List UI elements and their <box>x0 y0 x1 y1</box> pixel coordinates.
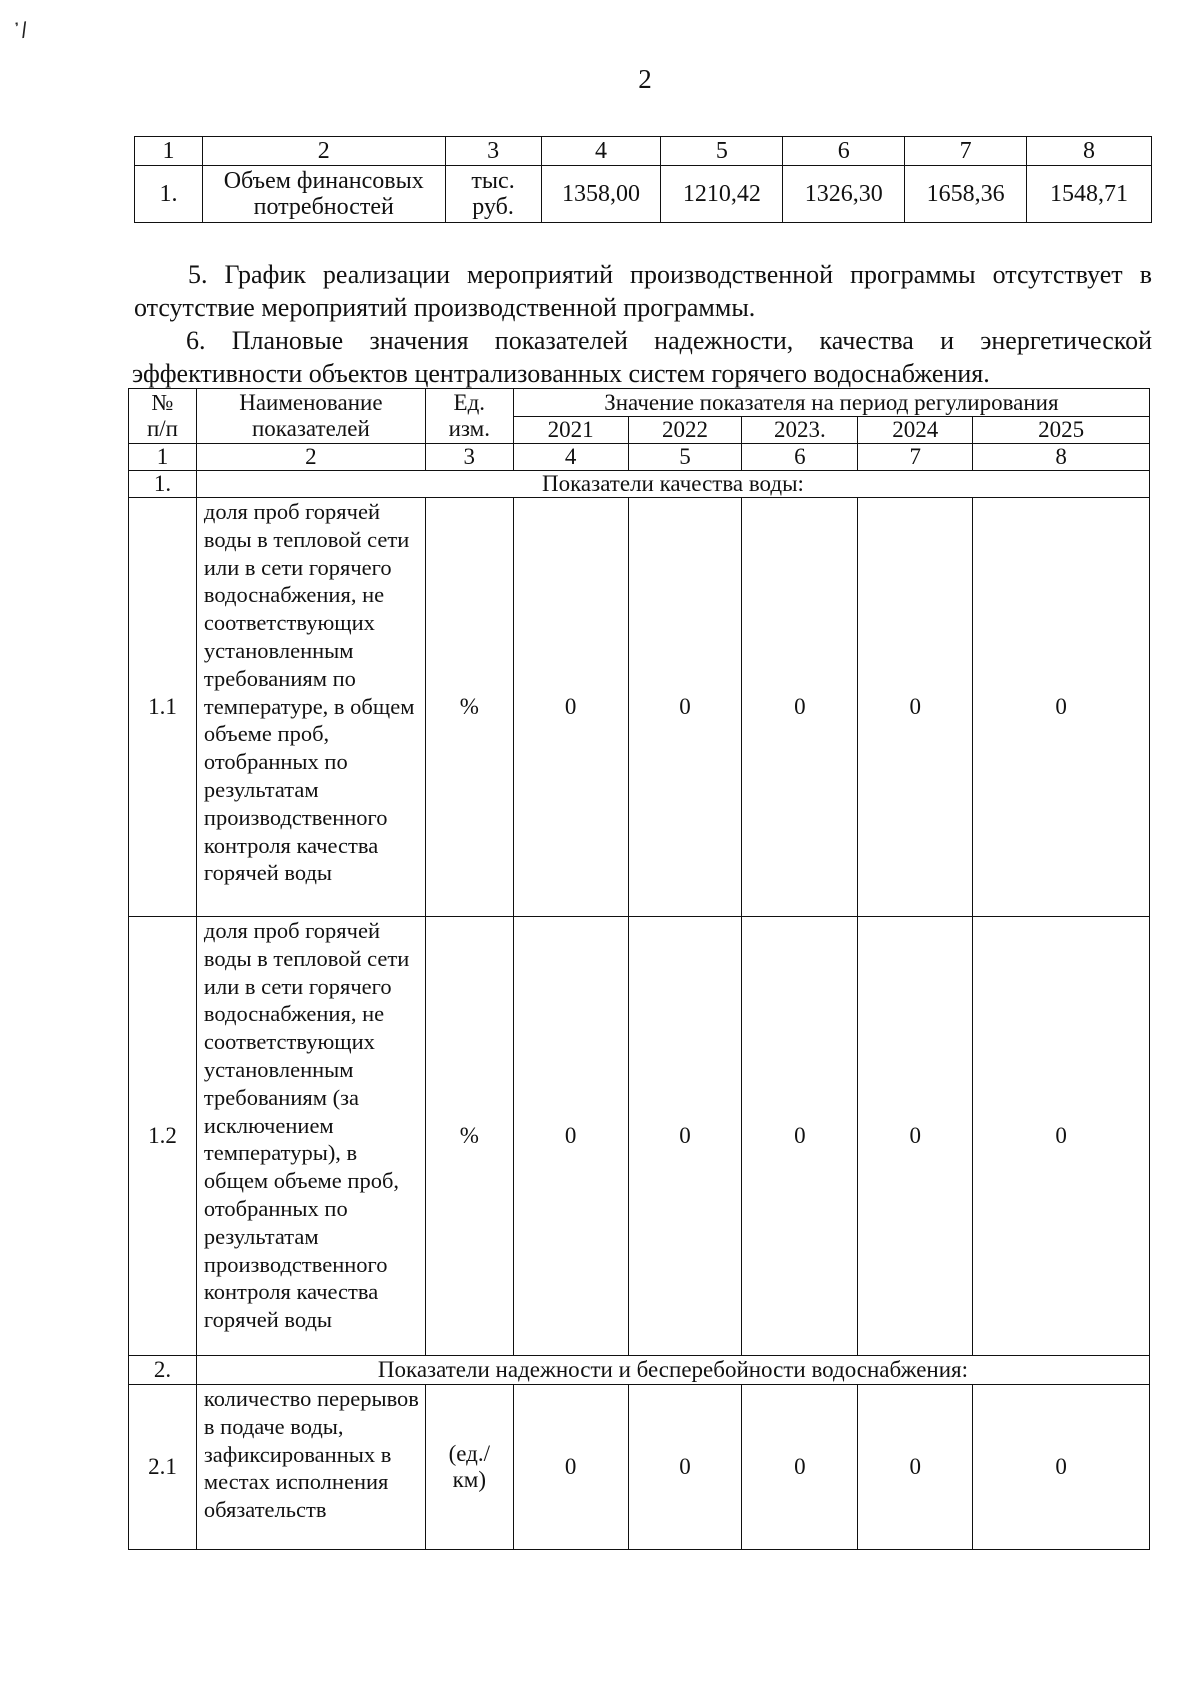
page-number: 2 <box>638 64 652 94</box>
section-number: 1. <box>129 471 197 498</box>
row-value: 1326,30 <box>783 166 905 223</box>
header-name <box>196 389 425 444</box>
col-number: 7 <box>858 444 973 471</box>
paragraph-6-text: 6. Плановые значения показателей надежности, качества и энергетической эффективности объектов централизованных систем горячего водоснабжения. <box>132 326 1152 388</box>
row-value: 0 <box>628 1385 742 1550</box>
row-value: 1658,36 <box>905 166 1027 223</box>
col-number: 1 <box>129 444 197 471</box>
table-row <box>129 1385 1150 1550</box>
row-number: 1.2 <box>129 917 197 1356</box>
row-value: 0 <box>628 917 742 1356</box>
col-number: 8 <box>1027 137 1152 166</box>
row-value: 0 <box>858 498 973 917</box>
row-unit <box>445 166 541 223</box>
row-unit: % <box>425 917 513 1356</box>
paragraph-5 <box>134 258 1152 324</box>
header-unit <box>425 389 513 444</box>
row-value: 0 <box>973 917 1150 1356</box>
col-number: 1 <box>135 137 203 166</box>
table-header-row <box>129 389 1150 417</box>
indicators-table <box>128 388 1150 1550</box>
financial-needs-table <box>134 136 1152 223</box>
row-value: 0 <box>513 498 628 917</box>
row-value: 0 <box>858 1385 973 1550</box>
row-value: 1358,00 <box>541 166 661 223</box>
header-line: показателей <box>251 416 370 441</box>
paragraph-5-text: 5. График реализации мероприятий производственной программы отсутствует в отсутствие мероприятий производственной программы. <box>134 260 1152 322</box>
col-number: 5 <box>661 137 783 166</box>
header-period: Значение показателя на период регулирования <box>513 389 1149 417</box>
col-number: 5 <box>628 444 742 471</box>
section-title: Показатели качества воды: <box>196 471 1149 498</box>
row-value: 0 <box>513 917 628 1356</box>
table-row <box>135 166 1152 223</box>
header-line: изм. <box>448 416 490 441</box>
header-number <box>129 389 197 444</box>
col-number: 4 <box>513 444 628 471</box>
section-row <box>129 1356 1150 1385</box>
col-number: 3 <box>425 444 513 471</box>
table-row <box>129 917 1150 1356</box>
header-line: п/п <box>146 416 178 441</box>
col-number: 6 <box>783 137 905 166</box>
col-number: 2 <box>202 137 445 166</box>
header-year: 2022 <box>628 417 742 444</box>
table-header-row <box>135 137 1152 166</box>
row-value: 1210,42 <box>661 166 783 223</box>
row-value: 1548,71 <box>1027 166 1152 223</box>
row-name <box>202 166 445 223</box>
col-number: 6 <box>742 444 858 471</box>
row-number: 1.1 <box>129 498 197 917</box>
row-unit-line: (ед./ <box>448 1441 490 1466</box>
row-value: 0 <box>513 1385 628 1550</box>
column-numbers-row <box>129 444 1150 471</box>
row-value: 0 <box>973 1385 1150 1550</box>
row-name: доля проб горячей воды в тепловой сети или в сети горячего водоснабжения, не соответствующих установленным требованиям по температуре, в общем объеме проб, отобранных по результатам производственного контроля качества горячей воды <box>196 498 425 917</box>
row-value: 0 <box>742 1385 858 1550</box>
row-value: 0 <box>858 917 973 1356</box>
col-number: 4 <box>541 137 661 166</box>
table-row <box>129 498 1150 917</box>
header-line: № <box>151 390 174 415</box>
row-value: 0 <box>742 498 858 917</box>
row-number: 2.1 <box>129 1385 197 1550</box>
header-year: 2024 <box>858 417 973 444</box>
section-row <box>129 471 1150 498</box>
header-year: 2023. <box>742 417 858 444</box>
col-number: 3 <box>445 137 541 166</box>
header-line: Наименование <box>239 390 383 415</box>
section-number: 2. <box>129 1356 197 1385</box>
row-unit <box>425 1385 513 1550</box>
row-name-line: потребностей <box>253 194 394 220</box>
header-year: 2025 <box>973 417 1150 444</box>
section-title: Показатели надежности и бесперебойности водоснабжения: <box>196 1356 1149 1385</box>
row-value: 0 <box>973 498 1150 917</box>
col-number: 2 <box>196 444 425 471</box>
row-name-line: Объем финансовых <box>223 168 424 194</box>
row-unit-line: км) <box>452 1467 486 1492</box>
row-unit: % <box>425 498 513 917</box>
scan-mark: ᾿/ <box>12 17 30 44</box>
row-unit-line: руб. <box>472 194 514 220</box>
row-name: количество перерывов в подаче воды, зафиксированных в местах исполнения обязательств <box>196 1385 425 1550</box>
row-value: 0 <box>628 498 742 917</box>
row-name: доля проб горячей воды в тепловой сети или в сети горячего водоснабжения, не соответствующих установленным требованиям (за исключением температуры), в общем объеме проб, отобранных по результатам производственного контроля качества горячей воды <box>196 917 425 1356</box>
row-unit-line: тыс. <box>471 168 515 194</box>
row-value: 0 <box>742 917 858 1356</box>
header-year: 2021 <box>513 417 628 444</box>
col-number: 7 <box>905 137 1027 166</box>
row-number: 1. <box>135 166 203 223</box>
header-line: Ед. <box>453 390 486 415</box>
paragraph-6 <box>132 324 1152 390</box>
col-number: 8 <box>973 444 1150 471</box>
